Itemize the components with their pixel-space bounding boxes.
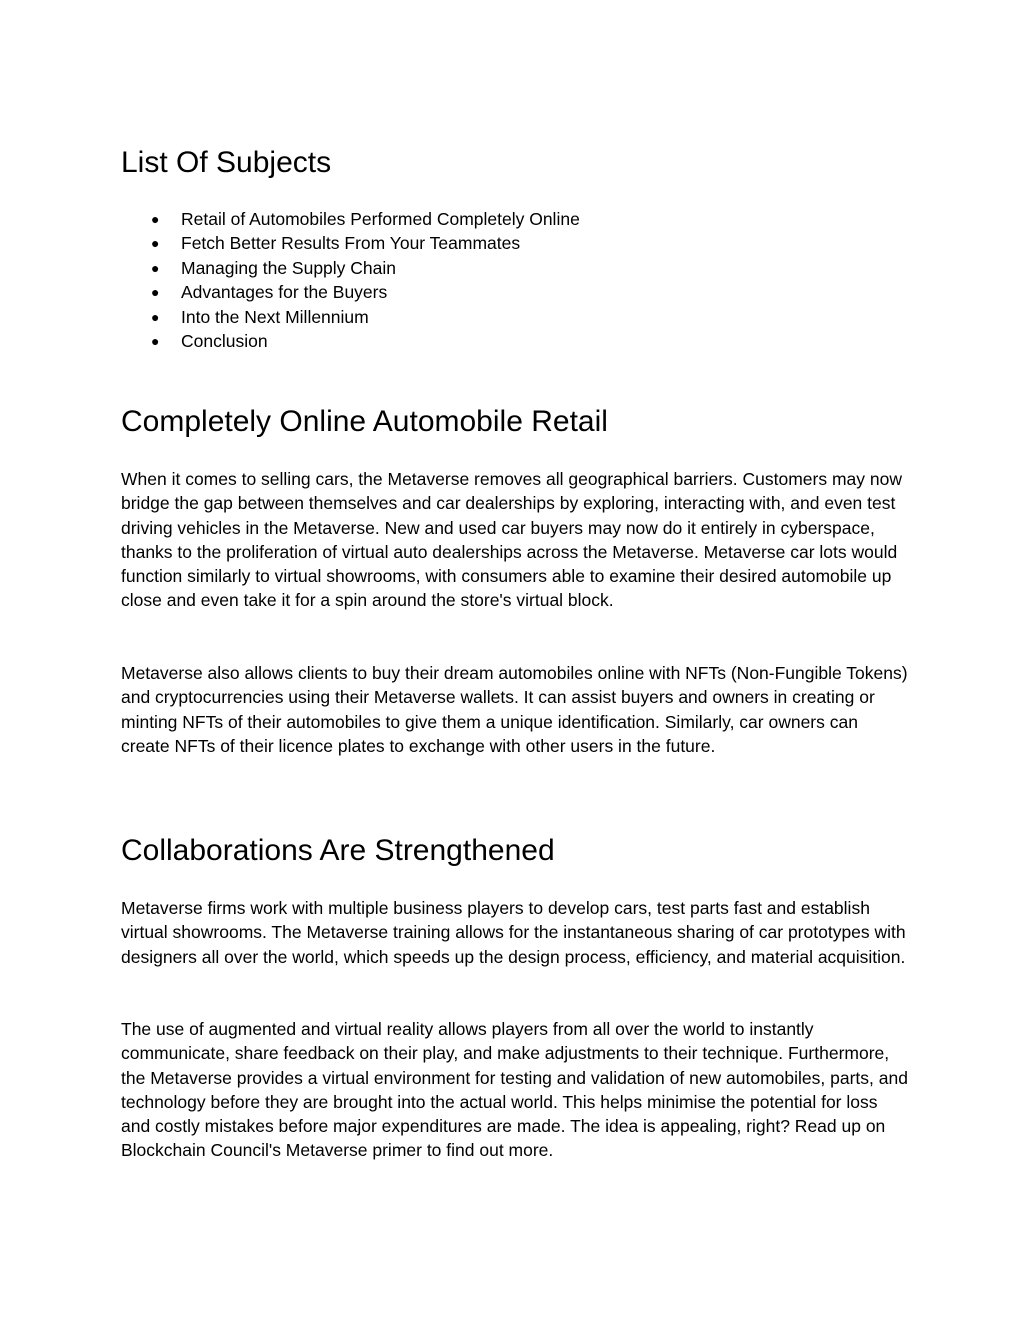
list-item	[121, 329, 580, 353]
bullet-icon: ●	[151, 308, 160, 325]
list-item-label: Advantages for the Buyers	[181, 282, 388, 303]
bullet-icon: ●	[151, 211, 160, 227]
subjects-list	[121, 207, 580, 353]
list-item-label: Managing the Supply Chain	[181, 257, 397, 278]
section-heading-online-retail: Completely Online Automobile Retail	[121, 405, 608, 438]
bullet-icon: ●	[151, 259, 160, 276]
list-item	[121, 305, 580, 329]
paragraph-collaborations-1: Metaverse firms work with multiple business players to develop cars, test parts fast and establish virtual showrooms. The Metaverse training allows for the instantaneous sharing of car prototypes with designers all over the world, which speeds up the design process, efficiency, and material acquisition.	[121, 898, 906, 967]
list-item-label: Into the Next Millennium	[181, 306, 369, 327]
list-item-label: Conclusion	[181, 331, 268, 352]
paragraph-collaborations-2: The use of augmented and virtual reality allows players from all over the world to instantly communicate, share feedback on their play, and make adjustments to their technique. Furthermore, the Metaverse provides a virtual environment for testing and validation of new automobiles, parts, and technology before they are brought into the actual world. This helps minimise the potential for loss and costly mistakes before major expenditures are made. The idea is appealing, right? Read up on Blockchain Council's Metaverse primer to find out more.	[121, 1019, 908, 1161]
bullet-icon: ●	[151, 235, 160, 252]
list-item	[121, 231, 580, 255]
section-heading-subjects: List Of Subjects	[121, 146, 332, 179]
list-item	[121, 256, 580, 280]
list-item-label: Fetch Better Results From Your Teammates	[181, 233, 521, 254]
paragraph-online-retail-2: Metaverse also allows clients to buy their dream automobiles online with NFTs (Non-Fungible Tokens) and cryptocurrencies using their Metaverse wallets. It can assist buyers and owners in creating or minting NFTs of their automobiles to give them a unique identification. Similarly, car owners can create NFTs of their licence plates to exchange with other users in the future.	[121, 663, 908, 756]
list-item	[121, 207, 580, 231]
bullet-icon: ●	[151, 284, 160, 301]
list-item-label: Retail of Automobiles Performed Completely Online	[181, 209, 580, 229]
list-item	[121, 280, 580, 304]
paragraph-online-retail-1: When it comes to selling cars, the Metaverse removes all geographical barriers. Customers may now bridge the gap between themselves and car dealerships by exploring, interacting with, and even test driving vehicles in the Metaverse. New and used car buyers may now do it entirely in cyberspace, thanks to the proliferation of virtual auto dealerships across the Metaverse. Metaverse car lots would function similarly to virtual showrooms, with consumers able to examine their desired automobile up close and even take it for a spin around the store's virtual block.	[121, 469, 903, 611]
section-heading-collaborations: Collaborations Are Strengthened	[121, 834, 555, 867]
bullet-icon: ●	[151, 333, 160, 350]
